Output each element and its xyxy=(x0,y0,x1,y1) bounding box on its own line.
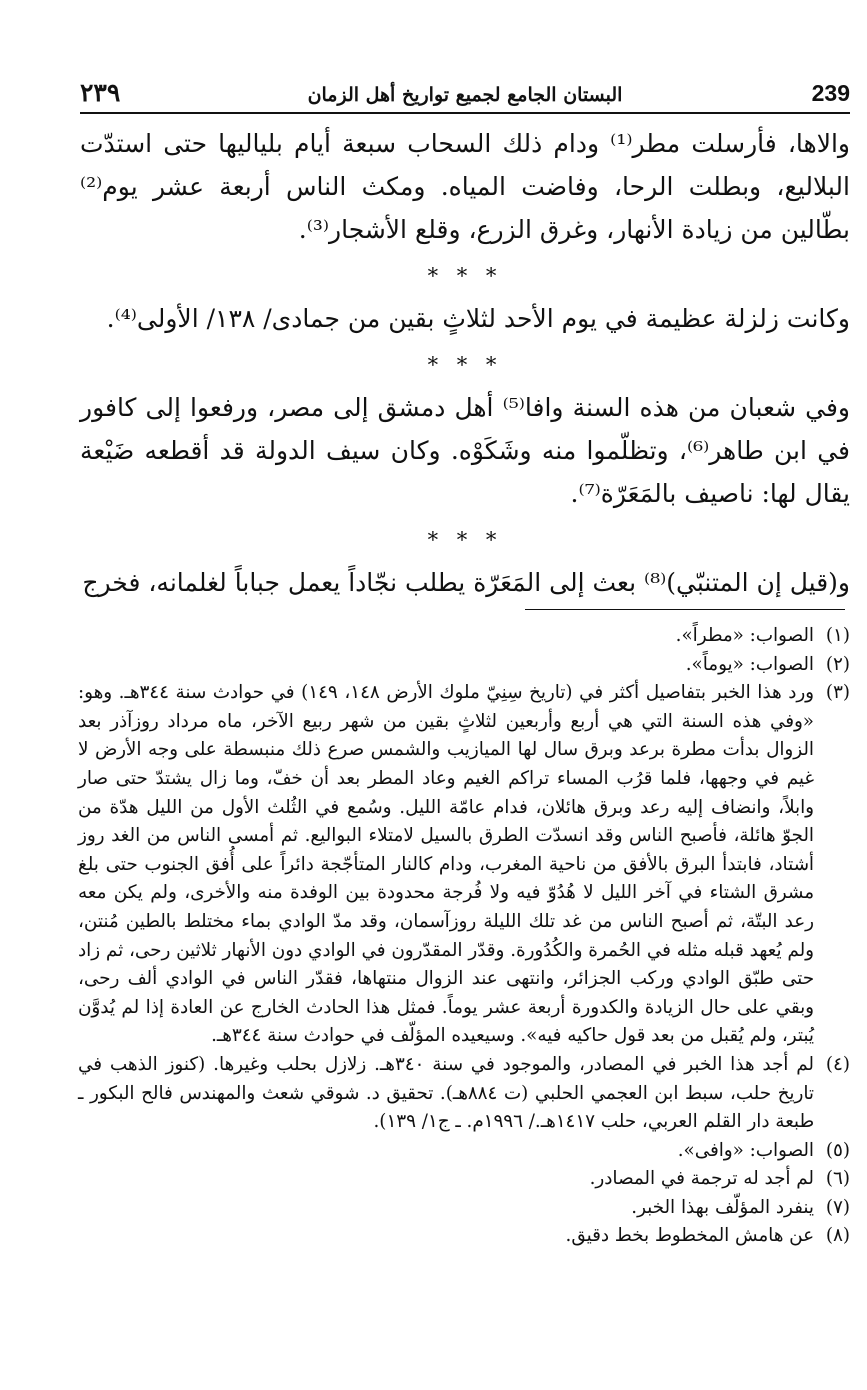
footnote-text: الصواب: «وافى». xyxy=(677,1139,814,1161)
footnote-number: (٨) xyxy=(825,1225,850,1247)
section-separator: * * * xyxy=(427,264,503,288)
footnote-text: الصواب: «يوماً». xyxy=(685,653,814,675)
footnote-text: عن هامش المخطوط بخط دقيق. xyxy=(565,1225,814,1247)
footnote xyxy=(78,1051,850,1137)
footnote-number: (١) xyxy=(825,625,850,646)
footnote xyxy=(78,1222,850,1251)
footnote xyxy=(78,1137,850,1166)
footnote-number: (٢) xyxy=(825,653,850,675)
paragraph: وفي شعبان من هذه السنة وافا⁽⁵⁾ أهل دمشق إلى مصر، ورفعوا إلى كافور في ابن طاهر⁽⁶⁾، وتظلّموا منه وشَكَوْه. وكان سيف الدولة قد أقطعه ضَيْعة يقال لها: ناصيف بالمَعَرّة⁽⁷⁾. xyxy=(80,393,851,508)
section-separator: * * * xyxy=(427,353,503,377)
section-separator: * * * xyxy=(427,528,503,552)
footnote-number: (٤) xyxy=(825,1053,850,1075)
footnote-number: (٧) xyxy=(825,1196,850,1218)
footnote-text: لم أجد هذا الخبر في المصادر، والموجود في سنة ٣٤٠هـ. زلازل بحلب وغيرها. (كنوز الذهب في تاريخ حلب، سبط ابن العجمي الحلبي (ت ٨٨٤هـ). تحقيق د. شوقي شعث والمهندس فالح البكور ـ طبعة دار القلم العربي، حلب ١٤١٧هـ./ ١٩٩٦م. ـ ج١/ ١٣٩). xyxy=(78,1053,814,1133)
footnote-number: (٥) xyxy=(825,1139,850,1161)
footnote xyxy=(78,651,850,680)
footnote-text: الصواب: «مطراً». xyxy=(675,625,814,646)
running-header xyxy=(80,78,850,114)
footnote-number: (٦) xyxy=(825,1168,850,1190)
main-text xyxy=(80,122,850,604)
paragraph: والاها، فأرسلت مطر⁽¹⁾ ودام ذلك السحاب سبعة أيام بلياليها حتى استدّت البلاليع، وبطلت الرحا، وفاضت المياه. ومكث الناس أربعة عشر يوم⁽²⁾ بطّالين من زيادة الأنهار، وغرق الزرع، وقلع الأشجار⁽³⁾. xyxy=(80,129,850,244)
running-title: البستان الجامع لجميع تواريخ أهل الزمان xyxy=(307,84,623,106)
footnote-text: ينفرد المؤلّف بهذا الخبر. xyxy=(631,1196,814,1218)
page-number-latin: 239 xyxy=(811,80,850,106)
footnote xyxy=(78,679,850,1051)
paragraph: و(قيل إن المتنبّي)⁽⁸⁾ بعث إلى المَعَرّة يطلب نجّاداً يعمل جباباً لغلمانه، فخرج xyxy=(82,568,850,597)
footnote xyxy=(78,1165,850,1194)
footnote xyxy=(78,1194,850,1223)
footnote-text: ورد هذا الخبر بتفاصيل أكثر في (تاريخ سِنِيّ ملوك الأرض ١٤٨، ١٤٩) في حوادث سنة ٣٤٤هـ. وهو: «وفي هذه السنة التي هي أربع وأربعين لثلاثٍ بقين من شهر ربيع الآخر، ماه مرداد روزآذر بعد الزوال بدأت مطرة برعد وبرق سال لها الميازيب والشمس صرع ذلك منبسطة على وجه الأرض لا غيم في وجهها، فلما قرُب المساء تراكم الغيم وعاد المطر بعد أن خفّ، وما زال يشتدّ حتى صار وابلاً، وانضاف إليه رعد وبرق هائلان، فدام عامّة الليل. وسُمع في الثُلث الأول من الليل هدّة من الجوّ هائلة، فأصبح الناس وقد انسدّت الطرق بالسيل لامتلاء البواليع. ثم أمسى الناس من الغد روز أشتاد، فابتدأ البرق بالأفق من ناحية المغرب، ودام كالنار المتأجّجة دائراً على أُفق الجنوب حتى بلغ مشرق الشتاء في آخر الليل لا هُدُوّ فيه ولا فُرجة محدودة بين الوفدة منه والأخرى، ولم يكن معه رعد البتّة، ثم أصبح الناس من غد تلك الليلة روزآسمان، وقد مدّ الوادي بماء مختلط بالطين مُنتن، ولم يُعهد قبله مثله في الحُمرة والكُدُورة. وقدّر المقدّرون في الوادي دون الأنهار ثلاثين رحى، ثم زاد حتى طبّق الوادي وركب الجزائر، وانتهى عند الزوال منتهاها، فقدّر الناس في الوادي ألف رحى، وبقي على حال الزيادة والكدورة أربعة عشر يوماً. فمثل هذا الحادث الخارج عن العادة إذا لم يُدوَّن يُبتر، ولم يُقبل من بعد قول حاكيه فيه». وسيعيده المؤلّف في حوادث سنة ٣٤٤هـ. xyxy=(78,682,814,1047)
page-number-arabic: ٢٣٩ xyxy=(80,78,121,107)
footnote-text: لم أجد له ترجمة في المصادر. xyxy=(589,1168,814,1190)
footnotes xyxy=(78,622,850,1251)
paragraph: وكانت زلزلة عظيمة في يوم الأحد لثلاثٍ بقين من جمادى/ ١٣٨/ الأولى⁽⁴⁾. xyxy=(106,304,850,333)
footnote-number: (٣) xyxy=(825,682,850,704)
footnote-divider xyxy=(525,609,845,610)
footnote xyxy=(78,622,850,651)
